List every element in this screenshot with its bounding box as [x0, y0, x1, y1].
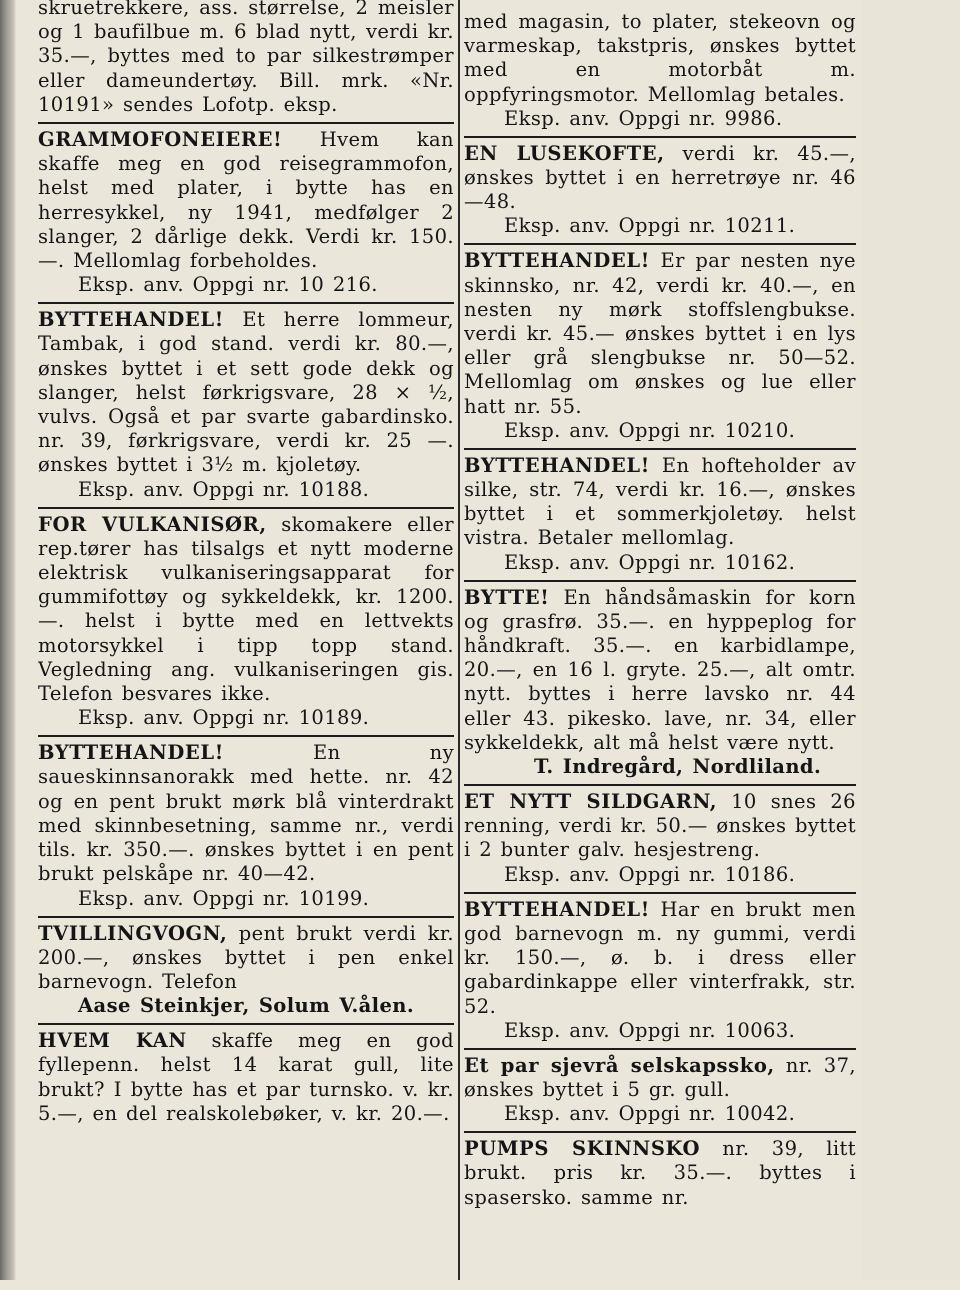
ad-separator: [38, 916, 454, 918]
ad-text: En håndsåmaskin for korn og grasfrø. 35.—. en hyppeplog for håndkraft. 35.—. en karbidlampe, 20.—, en 16 l. gryte. 25.—, alt omtr. nytt. byttes i herre lavsko nr. 44 eller 43. pikesko. lave, nr. 34, eller sykkeldekk, alt må helst være nytt.: [464, 585, 856, 754]
ad-separator: [464, 1131, 856, 1133]
ad-heading: Et par sjevrå selskapssko,: [464, 1053, 775, 1077]
classified-ad: [38, 513, 454, 733]
ad-separator: [38, 1023, 454, 1025]
classified-ad: [464, 790, 856, 889]
ad-heading: BYTTEHANDEL!: [464, 249, 650, 273]
ad-heading: GRAMMOFONEIERE!: [38, 128, 283, 152]
left-column: [38, 0, 454, 1276]
ad-heading: BYTTEHANDEL!: [464, 453, 650, 477]
ad-text: verdi kr. 45.—, ønskes byttet i en herretrøye nr. 46—48.: [464, 141, 856, 214]
ad-text: Er par nesten nye skinnsko, nr. 42, verdi kr. 40.—, en nesten ny mørk stoffslengbukse. verdi kr. 45.— ønskes byttet i en lys eller grå slengbukse nr. 50—52. Mellomlag om ønskes og lue eller hatt nr. 55.: [464, 249, 856, 418]
right-column: [464, 10, 856, 1290]
ad-separator: [464, 580, 856, 582]
ad-heading: BYTTE!: [464, 585, 550, 609]
ad-separator: [464, 784, 856, 786]
classified-ad: [38, 741, 454, 912]
ad-text: Hvem kan skaffe meg en god reisegrammofon, helst med plater, i bytte has en herresykkel, ny 1941, medfølger 2 slanger, 2 dårlige dekk. Verdi kr. 150.—. Mellomlag forbeholdes.: [38, 128, 454, 273]
ad-text: En hofteholder av silke, str. 74, verdi kr. 16.—, ønskes byttet i et sommerkjoletøy. helst vistra. Betaler mellomlag.: [464, 453, 856, 550]
ad-heading: BYTTEHANDEL!: [464, 897, 650, 921]
classified-ad: [464, 454, 856, 577]
classified-ad: [464, 586, 856, 781]
classified-ad: [464, 1054, 856, 1128]
ad-separator: [38, 735, 454, 737]
classified-ad: [38, 1029, 454, 1128]
ad-signature: Eksp. anv. Oppgi nr. 10063.: [504, 1018, 796, 1042]
ad-signature: Eksp. anv. Oppgi nr. 10189.: [78, 706, 370, 730]
ad-signature: Eksp. anv. Oppgi nr. 10162.: [504, 550, 796, 574]
ad-signature: Eksp. anv. Oppgi nr. 10042.: [504, 1102, 796, 1126]
classified-ad: [38, 922, 454, 1021]
ad-signature: T. Indregård, Nordliland.: [534, 755, 822, 779]
classified-ad: [38, 0, 454, 119]
ad-signature: Aase Steinkjer, Solum V.ålen.: [78, 994, 415, 1018]
ad-heading: ET NYTT SILDGARN,: [464, 790, 718, 814]
column-divider: [458, 0, 460, 1280]
ad-separator: [38, 122, 454, 124]
ad-signature: Eksp. anv. Oppgi nr. 10186.: [504, 862, 796, 886]
ad-heading: BYTTEHANDEL!: [38, 741, 224, 765]
classified-ad: [38, 128, 454, 299]
ad-heading: EN LUSEKOFTE,: [464, 141, 665, 165]
ad-heading: BYTTEHANDEL!: [38, 308, 224, 332]
classified-ad: [464, 898, 856, 1045]
ad-heading: TVILLINGVOGN,: [38, 921, 228, 945]
ad-signature: Eksp. anv. Oppgi nr. 10199.: [78, 886, 370, 910]
page-margin: [862, 0, 960, 1280]
ad-text: pent brukt verdi kr. 200.—, ønskes byttet i pen enkel barnevogn. Telefon: [38, 921, 454, 993]
ad-text: Et herre lommeur, Tambak, i god stand. verdi kr. 80.—, ønskes byttet i et sett gode dekk og slanger, helst førkrigsvare, 28 × ½, vulvs. Også et par svarte gabardinsko. nr. 39, førkrigsvare, verdi kr. 25 —. ønskes byttet i 3½ m. kjoletøy.: [38, 308, 454, 477]
ad-text: skomakere eller rep.tører has tilsalgs et nytt moderne elektrisk vulkaniseringsapparat for gummifottøy og sykkeldekk, kr. 1200.—. helst i bytte med en lettvekts motorsykkel i tipp topp stand. Vegledning ang. vulkaniseringen gis. Telefon besvares ikke.: [38, 512, 454, 706]
ad-separator: [464, 243, 856, 245]
ad-signature: Eksp. anv. Oppgi nr. 10211.: [504, 214, 796, 238]
ad-text: skaffe meg en god fyllepenn. helst 14 karat gull, lite brukt? I bytte has et par turnsko. v. kr. 5.—, en del realskolebøker, v. kr. 20.—.: [38, 1029, 454, 1125]
ad-heading: PUMPS SKINNSKO: [464, 1137, 701, 1161]
ad-text: med magasin, to plater, stekeovn og varmeskap, takstpris, ønskes byttet med en motorbåt m. oppfyringsmotor. Mellomlag betales.: [464, 10, 856, 106]
ad-text: 10 snes 26 renning, verdi kr. 50.— ønskes byttet i 2 bunter galv. hesjestreng.: [464, 790, 856, 862]
ad-separator: [38, 302, 454, 304]
ad-text: skruetrekkere, ass. størrelse, 2 meisler og 1 baufilbue m. 6 blad nytt, verdi kr. 35.—, byttes med to par silkestrømper eller dameundertøy. Bill. mrk. «Nr. 10191» sendes Lofotp. eksp.: [38, 0, 454, 116]
classified-ad: [464, 10, 856, 133]
ad-heading: FOR VULKANISØR,: [38, 512, 267, 536]
ad-signature: Eksp. anv. Oppgi nr. 10188.: [78, 477, 370, 501]
ad-signature: Eksp. anv. Oppgi nr. 10 216.: [78, 273, 378, 297]
classified-ad: [38, 308, 454, 503]
classified-ad: [464, 1137, 856, 1212]
ad-text: Har en brukt men god barnevogn m. ny gummi, verdi kr. 150.—, ø. b. i dress eller gabardinkappe eller vinterfrakk, str. 52.: [464, 897, 856, 1018]
ad-separator: [38, 507, 454, 509]
ad-signature: Eksp. anv. Oppgi nr. 10210.: [504, 418, 796, 442]
classified-ad: [464, 249, 856, 444]
ad-heading: HVEM KAN: [38, 1029, 187, 1053]
ad-separator: [464, 892, 856, 894]
ad-signature: Eksp. anv. Oppgi nr. 9986.: [504, 106, 783, 130]
ad-separator: [464, 136, 856, 138]
ad-separator: [464, 448, 856, 450]
photo-left-edge: [0, 0, 16, 1280]
ad-text: nr. 37, ønskes byttet i 5 gr. gull.: [464, 1053, 856, 1101]
ad-text: nr. 39, litt brukt. pris kr. 35.—. byttes i spasersko. samme nr.: [464, 1137, 856, 1209]
classified-ad: [464, 142, 856, 241]
ad-text: En ny saueskinnsanorakk med hette. nr. 42 og en pent brukt mørk blå vinterdrakt med skinnbesetning, samme nr., verdi tils. kr. 350.—. ønskes byttet i en pent brukt pelskåpe nr. 40—42.: [38, 741, 454, 886]
ad-separator: [464, 1048, 856, 1050]
